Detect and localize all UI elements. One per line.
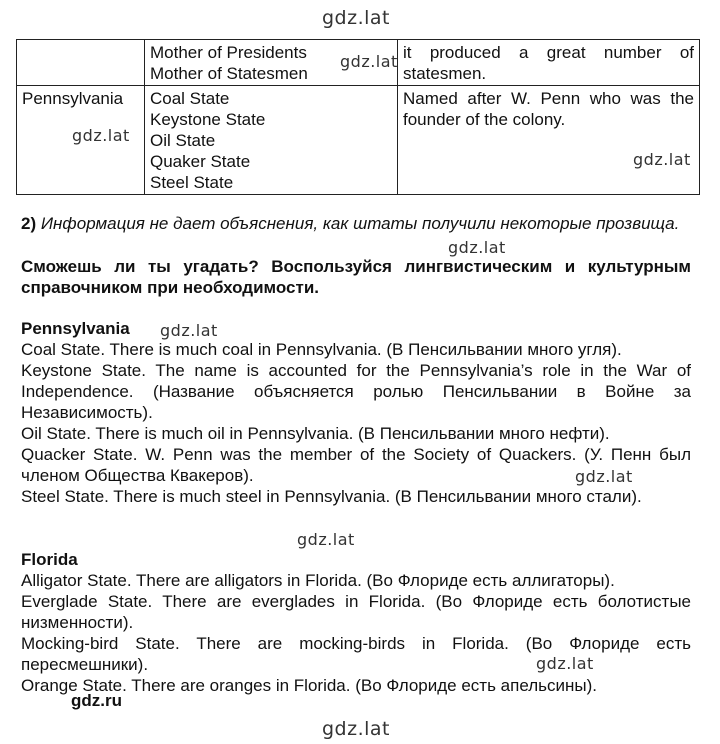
section-heading: Florida bbox=[21, 550, 78, 569]
explanation-cell: Named after W. Penn who was the founder of the colony. bbox=[398, 86, 700, 195]
list-item: Quacker State. W. Penn was the member of the Society of Quackers. (У. Пенн был членом Общества Квакеров). bbox=[21, 445, 691, 485]
nickname: Mother of Presidents bbox=[150, 43, 307, 62]
nickname: Steel State bbox=[150, 173, 234, 192]
task-number: 2) bbox=[21, 214, 37, 233]
list-item: Coal State. There is much coal in Pennsylvania. (В Пенсильвании много угля). bbox=[21, 340, 622, 359]
watermark: gdz.lat bbox=[536, 654, 594, 673]
list-item: Oil State. There is much oil in Pennsylvania. (В Пенсильвании много нефти). bbox=[21, 424, 610, 443]
section-pennsylvania bbox=[21, 318, 691, 507]
task-note: Информация не дает объяснения, как штаты получили некоторые прозвища. bbox=[40, 214, 680, 233]
watermark: gdz.lat bbox=[160, 321, 218, 340]
watermark: gdz.lat bbox=[297, 530, 355, 549]
list-item: Steel State. There is much steel in Pennsylvania. (В Пенсильвании много стали). bbox=[21, 487, 642, 506]
section-florida bbox=[21, 549, 691, 696]
watermark: gdz.lat bbox=[340, 52, 398, 71]
list-item: Orange State. There are oranges in Florida. (Во Флориде есть апельсины). bbox=[21, 676, 597, 695]
nickname: Mother of Statesmen bbox=[150, 64, 308, 83]
task-question: Сможешь ли ты угадать? Воспользуйся лингвистическим и культурным справочником при необходимости. bbox=[21, 257, 691, 297]
state-cell: Pennsylvania bbox=[17, 86, 145, 195]
nickname: Oil State bbox=[150, 131, 216, 150]
nickname: Quaker State bbox=[150, 152, 251, 171]
brand-logo-text: gdz.ru bbox=[71, 691, 122, 710]
nickname: Coal State bbox=[150, 89, 230, 108]
watermark: gdz.lat bbox=[72, 126, 130, 145]
watermark-bottom: gdz.lat bbox=[322, 718, 391, 740]
watermark-top: gdz.lat bbox=[322, 7, 391, 29]
section-heading: Pennsylvania bbox=[21, 319, 130, 338]
nickname: Keystone State bbox=[150, 110, 266, 129]
list-item: Mocking-bird State. There are mocking-birds in Florida. (Во Флориде есть пересмешники). bbox=[21, 634, 691, 674]
list-item: Everglade State. There are everglades in Florida. (Во Флориде есть болотистые низменности). bbox=[21, 592, 691, 632]
list-item: Keystone State. The name is accounted for the Pennsylvania’s role in the War of Independence. (Название объясняется ролью Пенсильвании в Войне за Независимость). bbox=[21, 361, 691, 422]
nicknames-cell bbox=[145, 86, 398, 195]
task-instruction bbox=[21, 213, 691, 234]
explanation-cell: it produced a great number of statesmen. bbox=[398, 40, 700, 86]
watermark: gdz.lat bbox=[575, 467, 633, 486]
state-cell bbox=[17, 40, 145, 86]
list-item: Alligator State. There are alligators in Florida. (Во Флориде есть аллигаторы). bbox=[21, 571, 615, 590]
watermark: gdz.lat bbox=[633, 150, 691, 169]
watermark: gdz.lat bbox=[448, 238, 506, 257]
